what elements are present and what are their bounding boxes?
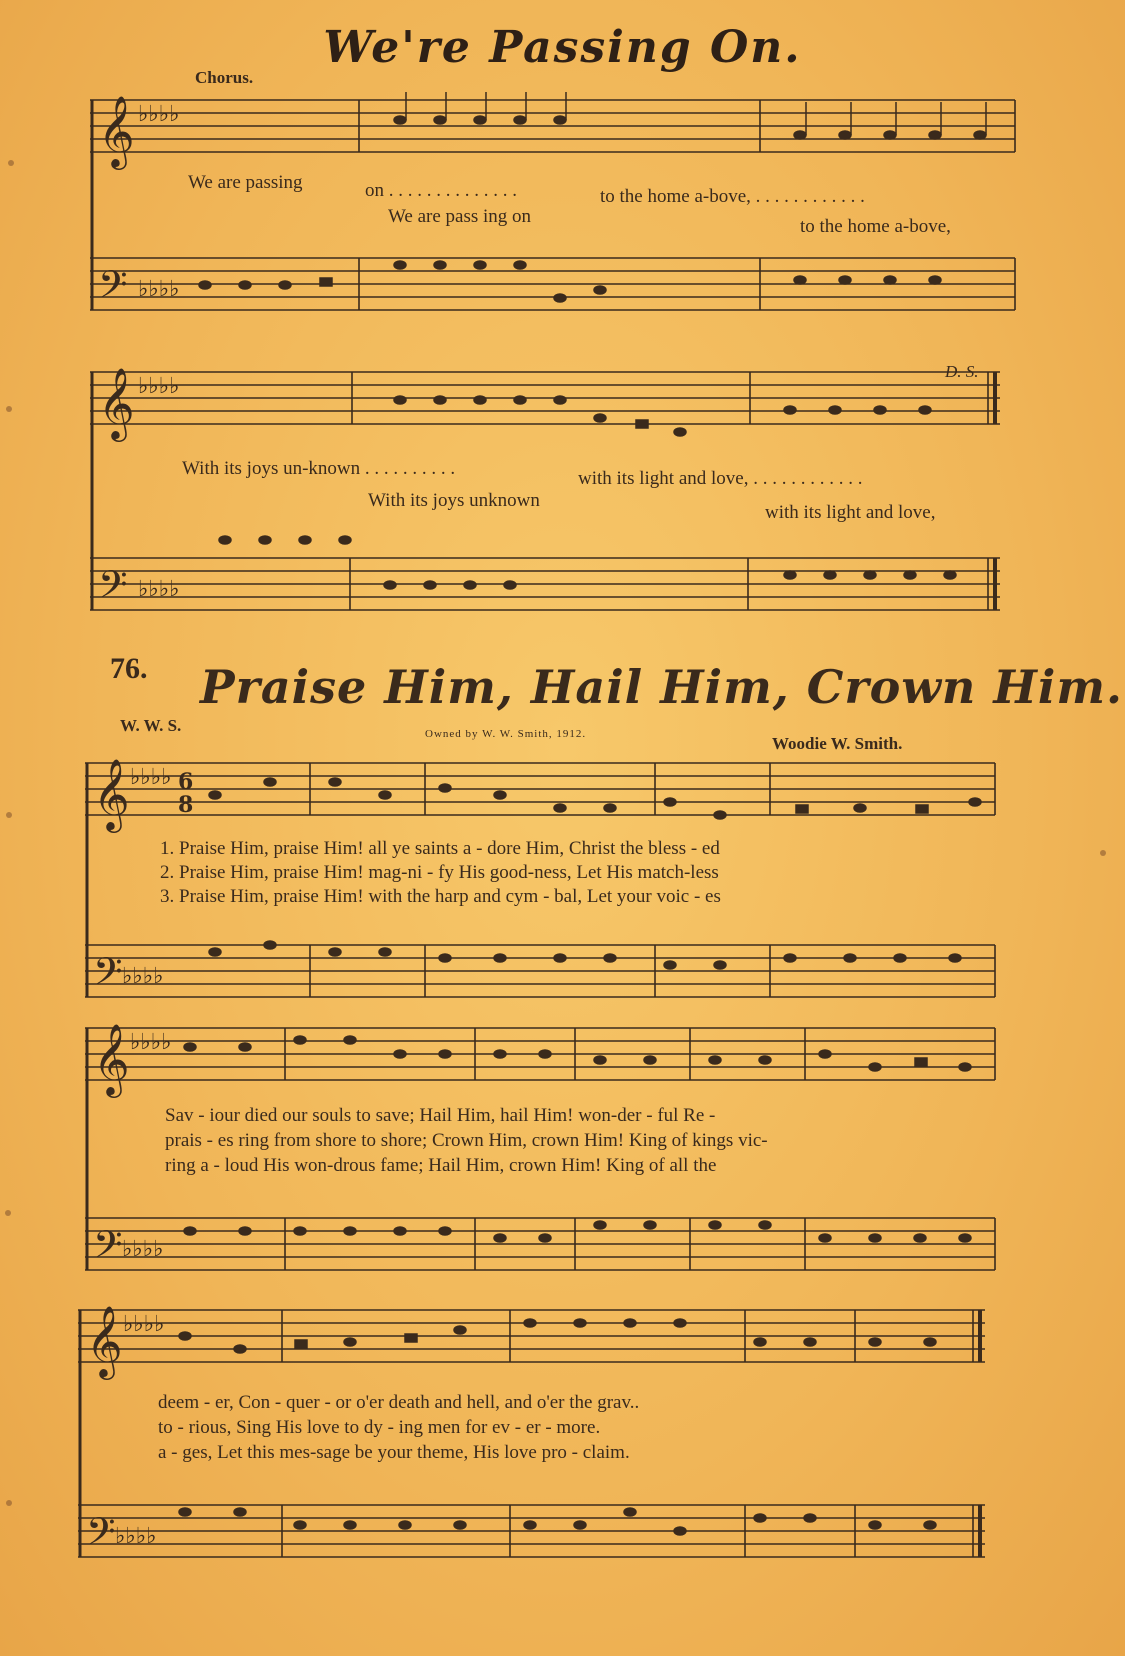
composer-name: Woodie W. Smith. bbox=[772, 734, 903, 753]
svg-text:𝄞: 𝄞 bbox=[98, 94, 135, 167]
svg-text:𝄢: 𝄢 bbox=[98, 262, 128, 316]
svg-text:♭♭♭♭: ♭♭♭♭ bbox=[122, 1237, 164, 1262]
chorus-label: Chorus. bbox=[195, 68, 254, 87]
verse-line: ring a - loud His won-drous fame; Hail Him, crown Him! King of all the bbox=[165, 1155, 717, 1176]
svg-text:♭♭♭♭: ♭♭♭♭ bbox=[138, 102, 180, 127]
svg-text:♭♭♭♭: ♭♭♭♭ bbox=[122, 964, 164, 989]
song1-lyric-line1a: We are passing bbox=[188, 172, 303, 193]
verse-line: deem - er, Con - quer - or o'er death and hell, and o'er the grav.. bbox=[158, 1392, 640, 1413]
staff-system1-bass bbox=[90, 258, 1015, 310]
svg-text:♭♭♭♭: ♭♭♭♭ bbox=[130, 765, 172, 790]
paper-spot bbox=[6, 1500, 12, 1506]
song1-lyric-line1b: on . . . . . . . . . . . . . . bbox=[365, 180, 517, 201]
svg-text:6: 6 bbox=[178, 769, 194, 795]
paper-spot bbox=[8, 160, 14, 166]
verse-line: 3. Praise Him, praise Him! with the harp and cym - bal, Let your voic - es bbox=[160, 886, 721, 907]
svg-text:♭♭♭♭: ♭♭♭♭ bbox=[115, 1524, 157, 1549]
svg-text:8: 8 bbox=[178, 792, 194, 818]
song1-lyric-line1c: to the home a-bove, . . . . . . . . . . . . bbox=[600, 186, 865, 207]
song1-lyric-line2a: We are pass ing on bbox=[388, 206, 532, 227]
svg-text:𝄢: 𝄢 bbox=[93, 949, 123, 1003]
svg-text:♭♭♭♭: ♭♭♭♭ bbox=[130, 1030, 172, 1055]
ds-marking: D. S. bbox=[945, 362, 979, 381]
hymn-number: 76. bbox=[110, 652, 148, 685]
svg-text:𝄞: 𝄞 bbox=[93, 1022, 130, 1095]
song1-lyric-line3a: With its joys un-known . . . . . . . . . . bbox=[182, 458, 456, 479]
svg-text:♭♭♭♭: ♭♭♭♭ bbox=[138, 577, 180, 602]
svg-text:♭♭♭♭: ♭♭♭♭ bbox=[123, 1312, 165, 1337]
svg-text:𝄞: 𝄞 bbox=[98, 366, 135, 439]
verse-line: 1. Praise Him, praise Him! all ye saints a - dore Him, Christ the bless - ed bbox=[160, 838, 720, 859]
verse-line: Sav - iour died our souls to save; Hail Him, hail Him! won-der - ful Re - bbox=[165, 1105, 716, 1126]
song1-lyric-line4a: With its joys unknown bbox=[368, 490, 540, 511]
song1-lyric-line4b: with its light and love, bbox=[765, 502, 936, 523]
song2-title: Praise Him, Hail Him, Crown Him. bbox=[200, 660, 1124, 714]
svg-text:𝄞: 𝄞 bbox=[93, 757, 130, 830]
verse-line: 2. Praise Him, praise Him! mag-ni - fy His good-ness, Let His match-less bbox=[160, 862, 719, 883]
song1-lyric-line3b: with its light and love, . . . . . . . . . . . . bbox=[578, 468, 863, 489]
verse-line: a - ges, Let this mes-sage be your theme, His love pro - claim. bbox=[158, 1442, 630, 1463]
paper-spot bbox=[6, 406, 12, 412]
song1-lyric-line2b: to the home a-bove, bbox=[800, 216, 951, 237]
svg-text:𝄢: 𝄢 bbox=[86, 1509, 116, 1563]
svg-text:𝄞: 𝄞 bbox=[86, 1304, 123, 1377]
staff-system1-treble bbox=[90, 100, 1015, 152]
verse-line: to - rious, Sing His love to dy - ing men for ev - er - more. bbox=[158, 1417, 601, 1438]
svg-text:𝄢: 𝄢 bbox=[93, 1222, 123, 1276]
svg-text:♭♭♭♭: ♭♭♭♭ bbox=[138, 277, 180, 302]
author-initials: W. W. S. bbox=[120, 716, 182, 735]
paper-spot bbox=[6, 812, 12, 818]
verse-line: prais - es ring from shore to shore; Crown Him, crown Him! King of kings vic- bbox=[165, 1130, 768, 1151]
copyright-note: Owned by W. W. Smith, 1912. bbox=[425, 728, 587, 740]
svg-text:𝄢: 𝄢 bbox=[98, 562, 128, 616]
svg-text:♭♭♭♭: ♭♭♭♭ bbox=[138, 374, 180, 399]
paper-spot bbox=[1100, 850, 1106, 856]
song1-title: We're Passing On. bbox=[323, 22, 802, 73]
paper-spot bbox=[5, 1210, 11, 1216]
